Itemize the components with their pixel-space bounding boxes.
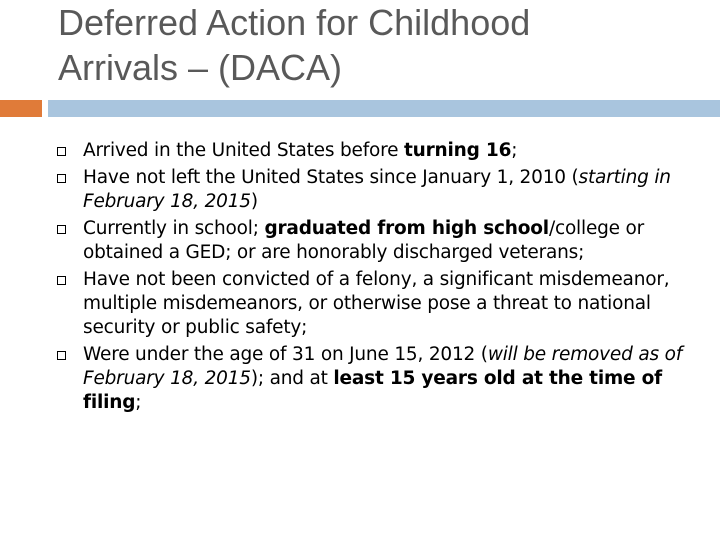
bullet-text-segment: starting in February 18, 2015 — [83, 167, 671, 212]
slide-title-line-1: Deferred Action for Childhood — [58, 2, 531, 43]
bullet-item — [0, 268, 720, 340]
slide-title — [58, 0, 698, 90]
hollow-square-icon — [57, 147, 66, 156]
bullet-text-segment: will be removed as of February 18, 2015 — [83, 344, 683, 389]
bullet-text-segment: ) — [250, 191, 258, 212]
bullet-text-segment: /college or obtained a GED; or are honorably discharged veterans; — [83, 218, 645, 263]
hollow-square-icon — [57, 174, 66, 183]
bullet-text-segment: Have not left the United States since January 1, 2010 ( — [83, 167, 579, 188]
bullet-text-segment: Were under the age of 31 on June 15, 2012 ( — [83, 344, 488, 365]
bullet-text-segment: Have not been convicted of a felony, a significant misdemeanor, multiple misdemeanors, or otherwise pose a threat to national security or public safety; — [83, 269, 670, 338]
bullet-item — [0, 217, 720, 265]
title-divider-bar — [48, 100, 720, 117]
bullet-text-segment: ); and at — [250, 368, 334, 389]
bullet-text-segment: least 15 years old at the time of filing — [83, 368, 662, 413]
bullet-text-segment: turning 16 — [404, 140, 512, 161]
bullet-text-segment: graduated from high school — [264, 218, 549, 239]
slide-title-line-2: Arrivals – (DACA) — [58, 47, 343, 88]
bullet-item — [0, 343, 720, 415]
bullet-text-segment: Currently in school; — [83, 218, 265, 239]
bullet-text-segment: Arrived in the United States before — [83, 140, 404, 161]
bullet-item — [0, 166, 720, 214]
title-accent-bar — [0, 100, 42, 117]
hollow-square-icon — [57, 351, 66, 360]
hollow-square-icon — [57, 225, 66, 234]
bullet-list — [0, 139, 720, 418]
bullet-text-segment: ; — [511, 140, 518, 161]
bullet-item — [0, 139, 720, 163]
hollow-square-icon — [57, 276, 66, 285]
bullet-text-segment: ; — [135, 392, 142, 413]
